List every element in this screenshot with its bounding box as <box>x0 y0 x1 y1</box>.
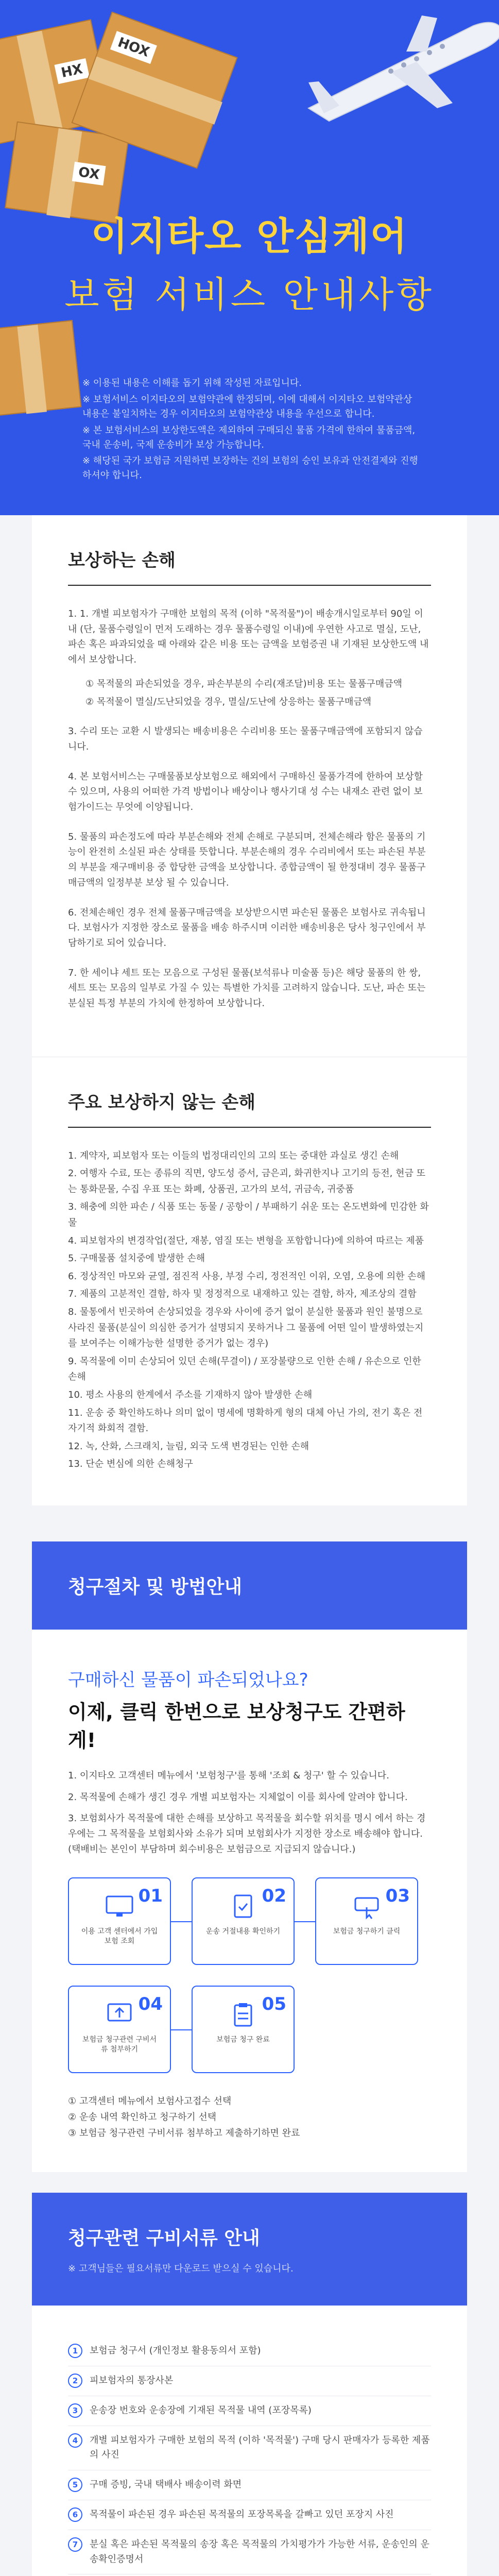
clipboard-icon <box>228 2002 259 2028</box>
list-item: 7. 한 세이냐 세트 또는 모음으로 구성된 물품(보석류나 미술품 등)은 해당 물품의 한 쌍, 세트 또는 모음의 일부로 가질 수 있는 특별한 가치를 고려하지 않습니다. 도난, 파손 또는 분실된 특정 부분의 가치에 한정하여 보상합니다. <box>68 967 426 1009</box>
hero-title <box>0 206 499 318</box>
non-compensable-section <box>32 1057 467 1505</box>
step-connector <box>171 2029 192 2030</box>
item-number: 3 <box>68 2403 82 2418</box>
parcel-box-illustration <box>0 320 81 417</box>
upload-icon <box>104 2002 135 2028</box>
list-item: 6. 전체손해인 경우 전체 물품구매금액을 보상받으시면 파손된 물품은 보험사로 귀속됩니다. 보험사가 지정한 장소로 물품을 배송 하주시며 이러한 배송비용은 당사 청구인에서 부담하기로 되어 있습니다. <box>68 907 426 948</box>
claim-note: ② 운송 내역 확인하고 청구하기 선택 <box>68 2111 217 2123</box>
list-item: 5. 구매물품 설치중에 발생한 손해 <box>68 1253 205 1264</box>
list-item: 2. 여행자 수료, 또는 종류의 직면, 양도성 증서, 금은괴, 화귀한지나 고기의 등전, 현금 또는 통화문물, 수집 우표 또는 화폐, 상품권, 고가의 보석, 귀금속, 귀중품 <box>68 1168 425 1195</box>
step-card <box>192 1877 295 1965</box>
step-card <box>315 1877 418 1965</box>
box-tag: OX <box>72 162 106 185</box>
claim-note: ① 고객센터 메뉴에서 보험사고접수 선택 <box>68 2096 232 2107</box>
step-connector <box>295 1921 315 1922</box>
claim-steps-diagram <box>68 1877 428 2073</box>
claim-paragraph: 2. 목적물에 손해가 생긴 경우 개별 피보험자는 지체없이 이를 회사에 알려야 합니다. <box>68 1791 408 1803</box>
document-check-icon <box>228 1894 259 1920</box>
click-icon <box>351 1894 382 1920</box>
section-title: 보상하는 손해 <box>68 546 431 586</box>
step-card <box>192 1986 295 2073</box>
item-number: 2 <box>68 2374 82 2388</box>
step-label: 운송 거절내용 확인하기 <box>205 1927 281 1936</box>
item-number: 7 <box>68 2537 82 2552</box>
list-item: 3. 수리 또는 교환 시 발생되는 배송비용은 수리비용 또는 물품구매금액에 포함되지 않습니다. <box>68 726 423 753</box>
step-connector <box>171 1921 192 1922</box>
hero-note: ※ 보험서비스 이지타오의 보험약관에 한정되며, 이에 대해서 이지타오 보험약관상 내용은 불일치하는 경우 이지타오의 보험약관상 내용을 우선으로 합니다. <box>82 394 412 419</box>
claim-paragraph: 3. 보험회사가 목적물에 대한 손해를 보상하고 목적물을 회수할 위치를 명시 에서 하는 경우에는 그 목적물을 보험회사와 소유가 되며 보험회사가 지정한 장소로 배송해야 합니다. (택배비는 본인이 부담하며 회수비용은 보험금으로 지급되지 않습니다.) <box>68 1813 426 1855</box>
list-item: 6. 정상적인 마모와 균열, 점진적 사용, 부정 수리, 정전적인 이위, 오염, 오용에 의한 손해 <box>68 1270 425 1282</box>
list-item: 4. 피보험자의 변경작업(절단, 재봉, 염질 또는 변형을 포함합니다)에 의하여 따르는 제품 <box>68 1235 424 1246</box>
claim-section <box>32 1630 467 2172</box>
sub-list-item: ① 목적물의 파손되었을 경우, 파손부분의 수리(재조달)비용 또는 물품구매금액 <box>85 678 402 689</box>
documents-band <box>32 2193 467 2306</box>
list-item: 1. 계약자, 피보험자 또는 이들의 법정대리인의 고의 또는 중대한 과실로 생긴 손해 <box>68 1150 399 1161</box>
section-title: 주요 보상하지 않는 손해 <box>68 1088 431 1128</box>
list-item: 1. 1. 개별 피보험자가 구매한 보험의 목적 (이하 "목적물")이 배송개시일로부터 90일 이내 (단, 물품수령일이 먼저 도래하는 경우 물품수령일 이내)에 우연한 사고로 멸실, 도난, 파손 혹은 파과되었을 때 아래와 같은 비용 또는 금액을 보험증권 내 기재된 보상한도액 내에서 보상합니다. ① 목적물의 파손되었을 경우, 파손부분의 수리(재조달)비용 또는 물품구매금액 ② 목적물이 멸실/도난되었을 경우, 멸실/도난에 상응하는 물품구매금액 <box>68 606 431 709</box>
list-item: 4. 본 보험서비스는 구매물품보상보험으로 해외에서 구매하신 물품가격에 한하여 보상할 수 있으며, 사용의 어떠한 가격 방법이나 배상이나 행사기대 성 수는 내재소 관련 없이 보험가이드는 무엇에 이양됩니다. <box>68 771 423 813</box>
step-label: 이용 고객 센터에서 가입 보험 조회 <box>81 1927 158 1946</box>
list-item: 7. 제품의 고분적인 결함, 하자 및 정정적으로 내재하고 있는 결함, 하자, 제조상의 결함 <box>68 1289 417 1300</box>
list-item: 11. 운송 중 확인하도하나 의미 없이 명세에 명확하게 형의 대체 아닌 가의, 전기 혹은 전자기적 화회적 결함. <box>68 1407 423 1434</box>
step-card <box>68 1986 171 2073</box>
hero-note: ※ 이용된 내용은 이해를 돕기 위해 작성된 자료입니다. <box>82 378 302 388</box>
step-card <box>68 1877 171 1965</box>
item-number: 5 <box>68 2478 82 2492</box>
step-label: 보험금 청구 완료 <box>216 2036 270 2044</box>
document-item: 1 보험금 청구서 (개인정보 활용동의서 포함) <box>68 2336 431 2366</box>
document-item: 5 구매 증빙, 국내 택배사 배송이력 화면 <box>68 2470 431 2500</box>
box-tag: HX <box>54 58 89 84</box>
hero-title-sub: 보험 서비스 안내사항 <box>64 274 435 316</box>
document-item: 7 분실 혹은 파손된 목적물의 송장 혹은 목적물의 가치평가가 가능한 서류, 운송인의 운송확인증명서 <box>68 2530 431 2575</box>
step-label: 보험금 청구하기 클릭 <box>333 1927 401 1936</box>
claim-procedure-band <box>32 1541 467 1630</box>
band-note: ※ 고객님들은 필요서류만 다운로드 받으실 수 있습니다. <box>68 2263 294 2275</box>
document-item: 2 피보험자의 통장사본 <box>68 2366 431 2396</box>
hero-notes <box>82 376 422 485</box>
box-tag: HOX <box>110 31 157 64</box>
item-number: 1 <box>68 2344 82 2358</box>
claim-paragraph: 1. 이지타오 고객센터 메뉴에서 '보험청구'를 통해 '조회 & 청구' 할 수 있습니다. <box>68 1770 389 1781</box>
hero-note: ※ 본 보험서비스의 보상한도액은 제외하여 구매되신 물품 가격에 한하여 물품금액, 국내 운송비, 국제 운송비가 보상 가능합니다. <box>82 425 416 450</box>
document-item: 3 운송장 번호와 운송장에 기재된 목적물 내역 (포장목록) <box>68 2396 431 2426</box>
monitor-icon <box>104 1894 135 1920</box>
list-item: 3. 해충에 의한 파손 / 식품 또는 동물 / 공항이 / 부패하기 쉬운 또는 온도변화에 민감한 화물 <box>68 1201 429 1229</box>
band-title: 청구관련 구비서류 안내 <box>68 2228 260 2249</box>
band-title: 청구절차 및 방법안내 <box>68 1576 243 1598</box>
sub-list-item: ② 목적물이 멸실/도난되었을 경우, 멸실/도난에 상응하는 물품구매금액 <box>85 696 372 707</box>
hero-note: ※ 해당된 국가 보험금 지원하면 보장하는 건의 보험의 승인 보유과 안전결제와 진행하셔야 합니다. <box>82 455 418 481</box>
claim-headline: 이제, 클릭 한번으로 보상청구도 간편하게! <box>68 1700 405 1752</box>
step-number: 04 <box>138 1994 163 2015</box>
document-item: 6 목적물이 파손된 경우 파손된 목적물의 포장목록을 갈빠고 있던 포장지 사진 <box>68 2500 431 2530</box>
step-number: 01 <box>138 1886 163 1907</box>
list-item: 12. 녹, 산화, 스크래치, 늘림, 외국 도색 변경된는 인한 손해 <box>68 1440 309 1452</box>
claim-question: 구매하신 물품이 파손되었나요? <box>68 1669 308 1690</box>
compensable-section <box>32 515 467 1057</box>
hero-title-main: 이지타오 안심케어 <box>91 214 408 259</box>
claim-note: ③ 보험금 청구관련 구비서류 첨부하고 제출하기하면 완료 <box>68 2127 300 2139</box>
step-number: 02 <box>262 1886 286 1907</box>
airplane-illustration <box>288 5 499 134</box>
item-number: 6 <box>68 2507 82 2522</box>
documents-section <box>32 2306 467 2576</box>
step-number: 03 <box>385 1886 410 1907</box>
list-item: 9. 목적물에 이미 손상되어 있던 손해(무결이) / 포장불량으로 인한 손해 / 유손으로 인한 손해 <box>68 1355 421 1383</box>
list-item: 5. 물품의 파손정도에 따라 부분손해와 전체 손해로 구분되며, 전체손해라 함은 물품의 기능이 완전히 소실된 파손 상태를 뜻합니다. 부분손해의 경우 수리비에서 또는 파손된 부분의 부분을 재구매비용 중 합당한 금액을 보상합니다. 종합금액이 될 한정대비 경우 물품구매금액의 일정부분 보상 될 수 있습니다. <box>68 831 426 888</box>
list-item: 10. 평소 사용의 한계에서 주소를 기재하지 않아 발생한 손해 <box>68 1389 313 1400</box>
item-number: 4 <box>68 2433 82 2448</box>
list-item: 8. 물통에서 빈곳하여 손상되었을 경우와 사이에 증거 없이 분실한 물품과 원인 불명으로 사라진 물품(분실이 의심한 증거가 설명되지 못하거나 그 물품에 어떤 일이 발생하였는지를 보여주는 이해가능한 설명한 증거가 없는 경우) <box>68 1307 424 1349</box>
step-number: 05 <box>262 1994 286 2015</box>
hero-banner <box>0 0 499 515</box>
step-label: 보험금 청구관련 구비서류 첨부하기 <box>82 2036 157 2054</box>
list-item: 13. 단순 변심에 의한 손해청구 <box>68 1459 193 1470</box>
document-item: 4 개별 피보험자가 구매한 보험의 목적 (이하 '목적물') 구매 당시 판매자가 등록한 제품의 사진 <box>68 2426 431 2471</box>
